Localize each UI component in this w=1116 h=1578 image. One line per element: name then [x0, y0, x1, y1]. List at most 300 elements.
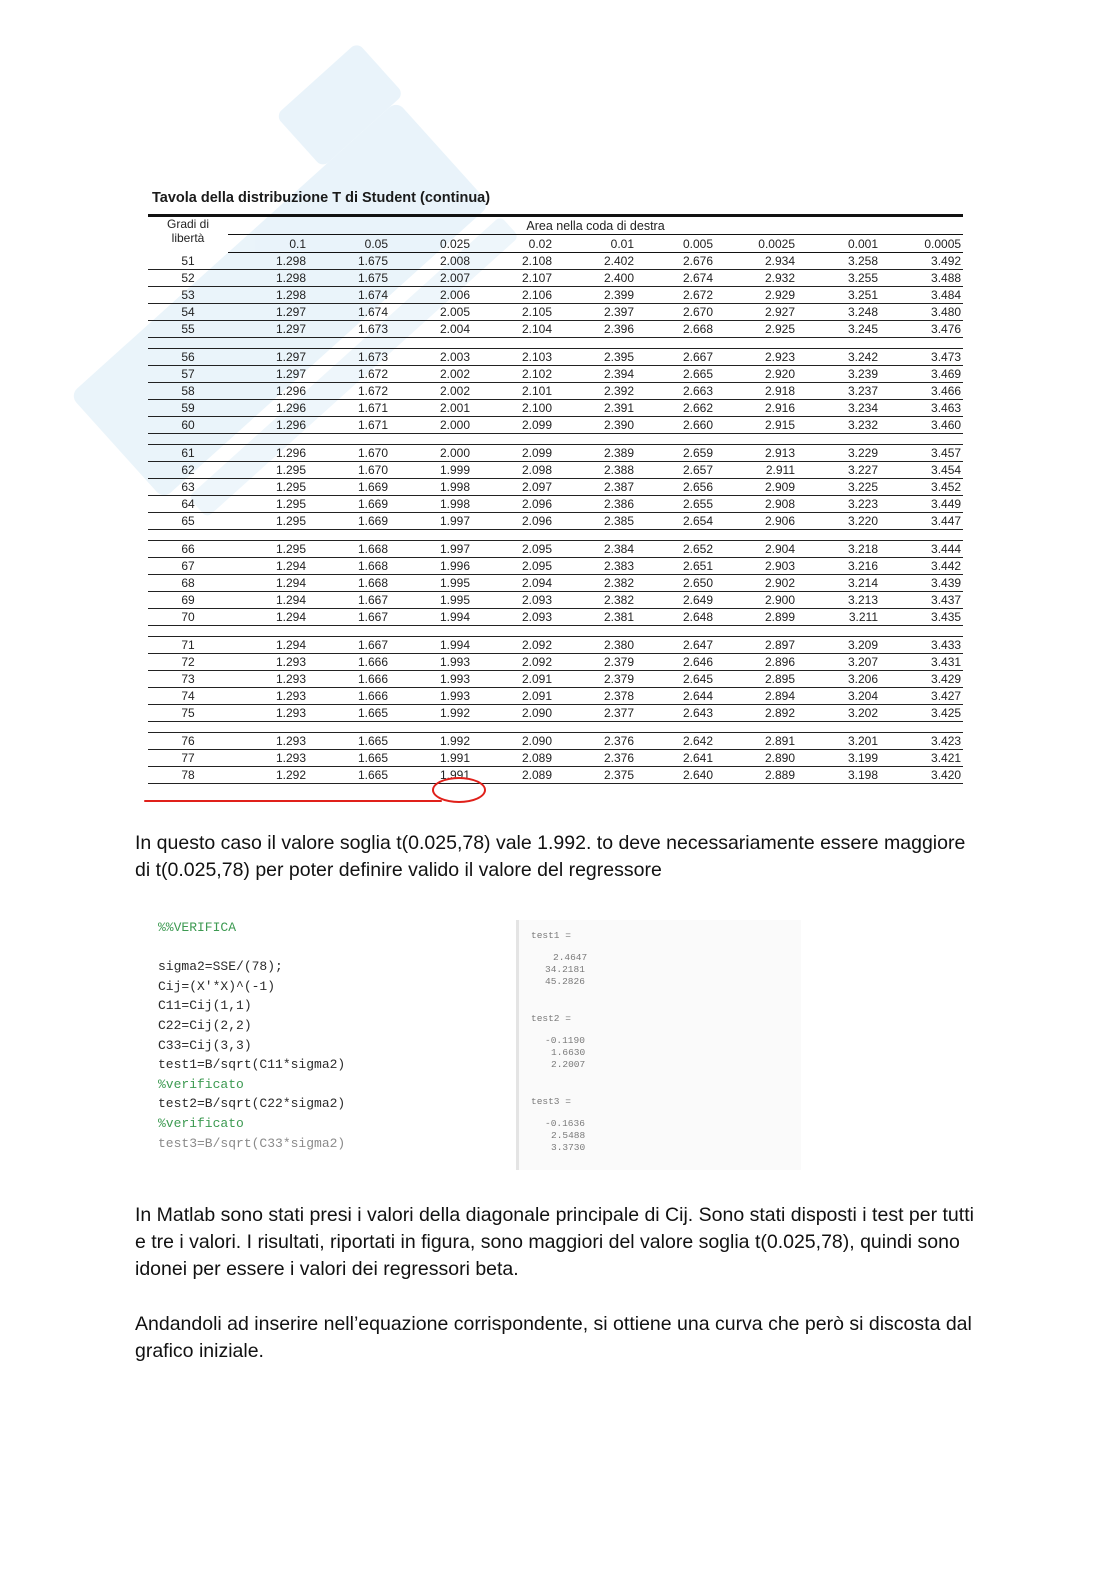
critical-value-cell: 1.296: [228, 417, 308, 434]
critical-value-cell: 3.255: [797, 270, 880, 287]
critical-value-cell: 1.295: [228, 462, 308, 479]
dof-cell: 75: [148, 705, 228, 722]
dof-cell: 61: [148, 445, 228, 462]
matlab-output-panel: [516, 920, 801, 1170]
critical-value-cell: 1.671: [308, 400, 390, 417]
dof-cell: 72: [148, 654, 228, 671]
table-row: [148, 287, 963, 304]
critical-value-cell: 1.993: [390, 654, 472, 671]
code-line: %verificato: [158, 1115, 244, 1131]
dof-cell: 77: [148, 750, 228, 767]
critical-value-cell: 3.223: [797, 496, 880, 513]
critical-value-cell: 2.099: [472, 445, 554, 462]
critical-value-cell: 2.400: [554, 270, 636, 287]
dof-cell: 69: [148, 592, 228, 609]
table-row: [148, 496, 963, 513]
critical-value-cell: 3.209: [797, 637, 880, 654]
critical-value-cell: 2.889: [715, 767, 797, 784]
critical-value-cell: 3.207: [797, 654, 880, 671]
critical-value-cell: 2.386: [554, 496, 636, 513]
critical-value-cell: 1.993: [390, 671, 472, 688]
critical-value-cell: 3.220: [797, 513, 880, 530]
critical-value-cell: 1.666: [308, 671, 390, 688]
critical-value-cell: 1.298: [228, 287, 308, 304]
code-line: C11=Cij(1,1): [158, 998, 252, 1014]
critical-value-cell: 2.101: [472, 383, 554, 400]
table-row: [148, 558, 963, 575]
table-row: [148, 750, 963, 767]
critical-value-cell: 3.447: [880, 513, 963, 530]
table-row: [148, 733, 963, 750]
output-value: 45.2826: [545, 976, 585, 987]
output-value: 2.2007: [551, 1059, 586, 1070]
paragraph-threshold: In questo caso il valore soglia t(0.025,78) vale 1.992. to deve necessariamente essere maggiore di t(0.025,78) per poter definire valido il valore del regressore: [135, 832, 966, 881]
table-row: [148, 637, 963, 654]
critical-value-cell: 2.093: [472, 592, 554, 609]
critical-value-cell: 2.913: [715, 445, 797, 462]
critical-value-cell: 3.473: [880, 349, 963, 366]
tail-area-header: 0.005: [636, 235, 715, 253]
table-row: [148, 270, 963, 287]
critical-value-cell: 2.002: [390, 383, 472, 400]
output-test3-label: test3 =: [531, 1096, 571, 1107]
table-row: [148, 462, 963, 479]
critical-value-cell: 3.201: [797, 733, 880, 750]
dof-cell: 63: [148, 479, 228, 496]
dof-cell: 58: [148, 383, 228, 400]
critical-value-cell: 2.899: [715, 609, 797, 626]
critical-value-cell: 2.097: [472, 479, 554, 496]
critical-value-cell: 1.293: [228, 705, 308, 722]
critical-value-cell: 1.669: [308, 513, 390, 530]
code-line: %%VERIFICA: [158, 920, 237, 935]
critical-value-cell: 3.237: [797, 383, 880, 400]
critical-value-cell: 2.379: [554, 654, 636, 671]
critical-value-cell: 1.295: [228, 496, 308, 513]
critical-value-cell: 1.665: [308, 767, 390, 784]
critical-value-cell: 2.902: [715, 575, 797, 592]
critical-value-cell: 1.293: [228, 750, 308, 767]
critical-value-cell: 1.293: [228, 733, 308, 750]
critical-value-cell: 2.093: [472, 609, 554, 626]
group-separator: [148, 626, 963, 637]
critical-value-cell: 1.995: [390, 575, 472, 592]
critical-value-cell: 3.492: [880, 253, 963, 270]
critical-value-cell: 3.245: [797, 321, 880, 338]
dof-cell: 76: [148, 733, 228, 750]
table-row: [148, 688, 963, 705]
critical-value-cell: 2.392: [554, 383, 636, 400]
table-row: [148, 671, 963, 688]
critical-value-cell: 2.376: [554, 733, 636, 750]
dof-cell: 54: [148, 304, 228, 321]
critical-value-cell: 1.666: [308, 654, 390, 671]
critical-value-cell: 2.908: [715, 496, 797, 513]
critical-value-cell: 3.484: [880, 287, 963, 304]
critical-value-cell: 2.674: [636, 270, 715, 287]
table-row: [148, 321, 963, 338]
critical-value-cell: 1.296: [228, 383, 308, 400]
tail-area-header: 0.025: [390, 235, 472, 253]
critical-value-cell: 2.640: [636, 767, 715, 784]
tail-area-header: 0.001: [797, 235, 880, 253]
critical-value-cell: 2.096: [472, 496, 554, 513]
critical-value-cell: 2.103: [472, 349, 554, 366]
critical-value-cell: 2.003: [390, 349, 472, 366]
critical-value-cell: 1.294: [228, 575, 308, 592]
dof-header-line1: Gradi di: [166, 217, 210, 231]
critical-value-cell: 2.934: [715, 253, 797, 270]
table-row: [148, 417, 963, 434]
critical-value-cell: 3.248: [797, 304, 880, 321]
table-row: [148, 654, 963, 671]
critical-value-cell: 3.469: [880, 366, 963, 383]
critical-value-cell: 3.480: [880, 304, 963, 321]
table-row: [148, 705, 963, 722]
critical-value-cell: 1.667: [308, 592, 390, 609]
tail-area-header: 0.01: [554, 235, 636, 253]
critical-value-cell: 2.390: [554, 417, 636, 434]
critical-value-cell: 2.645: [636, 671, 715, 688]
critical-value-cell: 1.294: [228, 637, 308, 654]
dof-cell: 64: [148, 496, 228, 513]
critical-value-cell: 2.395: [554, 349, 636, 366]
critical-value-cell: 2.378: [554, 688, 636, 705]
critical-value-cell: 3.198: [797, 767, 880, 784]
critical-value-cell: 2.652: [636, 541, 715, 558]
critical-value-cell: 2.660: [636, 417, 715, 434]
critical-value-cell: 2.891: [715, 733, 797, 750]
table-row: [148, 575, 963, 592]
critical-value-cell: 3.442: [880, 558, 963, 575]
critical-value-cell: 1.665: [308, 705, 390, 722]
critical-value-cell: 2.377: [554, 705, 636, 722]
critical-value-cell: 3.466: [880, 383, 963, 400]
critical-value-cell: 1.995: [390, 592, 472, 609]
critical-value-cell: 2.099: [472, 417, 554, 434]
critical-value-cell: 2.096: [472, 513, 554, 530]
separator-cell: [148, 338, 963, 349]
critical-value-cell: 1.294: [228, 592, 308, 609]
critical-value-cell: 1.298: [228, 253, 308, 270]
critical-value-cell: 2.915: [715, 417, 797, 434]
critical-value-cell: 2.918: [715, 383, 797, 400]
critical-value-cell: 1.296: [228, 400, 308, 417]
critical-value-cell: 1.668: [308, 541, 390, 558]
matlab-code-panel: [158, 918, 498, 1168]
critical-value-cell: 3.227: [797, 462, 880, 479]
critical-value-cell: 2.380: [554, 637, 636, 654]
critical-value-cell: 3.429: [880, 671, 963, 688]
critical-value-cell: 1.672: [308, 383, 390, 400]
critical-value-cell: 1.669: [308, 479, 390, 496]
table-row: [148, 592, 963, 609]
critical-value-cell: 2.094: [472, 575, 554, 592]
critical-value-cell: 2.659: [636, 445, 715, 462]
critical-value-cell: 1.666: [308, 688, 390, 705]
critical-value-cell: 2.662: [636, 400, 715, 417]
code-line: C22=Cij(2,2): [158, 1017, 252, 1033]
code-line: C33=Cij(3,3): [158, 1037, 252, 1053]
critical-value-cell: 2.897: [715, 637, 797, 654]
critical-value-cell: 2.106: [472, 287, 554, 304]
dof-cell: 52: [148, 270, 228, 287]
critical-value-cell: 3.437: [880, 592, 963, 609]
critical-value-cell: 2.651: [636, 558, 715, 575]
critical-value-cell: 2.108: [472, 253, 554, 270]
critical-value-cell: 2.092: [472, 637, 554, 654]
dof-cell: 78: [148, 767, 228, 784]
critical-value-cell: 3.488: [880, 270, 963, 287]
tail-area-header: 0.0025: [715, 235, 797, 253]
critical-value-cell: 3.218: [797, 541, 880, 558]
critical-value-cell: 2.920: [715, 366, 797, 383]
group-separator: [148, 434, 963, 445]
critical-value-cell: 2.665: [636, 366, 715, 383]
paragraph-matlab: In Matlab sono stati presi i valori della diagonale principale di Cij. Sono stati disposti i test per tutti e tre i valori. I risultati, riportati in figura, sono maggiori del valore soglia t(0.025,78), quindi sono idonei per essere i valori dei regressori beta.: [135, 1204, 974, 1280]
dof-cell: 53: [148, 287, 228, 304]
dof-cell: 62: [148, 462, 228, 479]
table-row: [148, 253, 963, 270]
dof-cell: 65: [148, 513, 228, 530]
dof-cell: 73: [148, 671, 228, 688]
critical-value-cell: 2.641: [636, 750, 715, 767]
critical-value-cell: 1.996: [390, 558, 472, 575]
group-separator: [148, 530, 963, 541]
critical-value-cell: 2.381: [554, 609, 636, 626]
critical-value-cell: 3.213: [797, 592, 880, 609]
critical-value-cell: 3.202: [797, 705, 880, 722]
dof-cell: 66: [148, 541, 228, 558]
dof-cell: 55: [148, 321, 228, 338]
critical-value-cell: 2.909: [715, 479, 797, 496]
critical-value-cell: 2.904: [715, 541, 797, 558]
critical-value-cell: 1.673: [308, 321, 390, 338]
critical-value-cell: 2.929: [715, 287, 797, 304]
critical-value-cell: 1.294: [228, 609, 308, 626]
critical-value-cell: 3.452: [880, 479, 963, 496]
critical-value-cell: 3.229: [797, 445, 880, 462]
critical-value-cell: 2.655: [636, 496, 715, 513]
critical-value-cell: 3.199: [797, 750, 880, 767]
table-row: [148, 767, 963, 784]
t-distribution-table-block: [148, 190, 963, 784]
critical-value-cell: 2.091: [472, 688, 554, 705]
critical-value-cell: 2.663: [636, 383, 715, 400]
critical-value-cell: 2.382: [554, 575, 636, 592]
critical-value-cell: 1.668: [308, 575, 390, 592]
critical-value-cell: 1.665: [308, 750, 390, 767]
critical-value-cell: 2.676: [636, 253, 715, 270]
critical-value-cell: 2.376: [554, 750, 636, 767]
critical-value-cell: 2.925: [715, 321, 797, 338]
critical-value-cell: 1.991: [390, 750, 472, 767]
table-row: [148, 513, 963, 530]
critical-value-cell: 1.999: [390, 462, 472, 479]
critical-value-cell: 1.667: [308, 609, 390, 626]
table-row: [148, 479, 963, 496]
critical-value-cell: 2.095: [472, 558, 554, 575]
code-line: [158, 938, 498, 958]
table-row: [148, 609, 963, 626]
dof-cell: 71: [148, 637, 228, 654]
output-value: 2.4647: [553, 952, 588, 963]
critical-value-cell: 2.911: [715, 462, 797, 479]
critical-value-cell: 3.476: [880, 321, 963, 338]
critical-value-cell: 2.667: [636, 349, 715, 366]
table-row: [148, 541, 963, 558]
dof-cell: 74: [148, 688, 228, 705]
critical-value-cell: 2.387: [554, 479, 636, 496]
critical-value-cell: 2.008: [390, 253, 472, 270]
critical-value-cell: 3.433: [880, 637, 963, 654]
critical-value-cell: 2.650: [636, 575, 715, 592]
critical-value-cell: 2.095: [472, 541, 554, 558]
critical-value-cell: 3.460: [880, 417, 963, 434]
critical-value-cell: 2.385: [554, 513, 636, 530]
table-row: [148, 400, 963, 417]
table-row: [148, 383, 963, 400]
critical-value-cell: 2.643: [636, 705, 715, 722]
critical-value-cell: 2.896: [715, 654, 797, 671]
critical-value-cell: 2.642: [636, 733, 715, 750]
table-row: [148, 349, 963, 366]
critical-value-cell: 1.670: [308, 445, 390, 462]
critical-value-cell: 2.672: [636, 287, 715, 304]
critical-value-cell: 1.998: [390, 479, 472, 496]
critical-value-cell: 2.089: [472, 750, 554, 767]
critical-value-cell: 1.665: [308, 733, 390, 750]
critical-value-cell: 2.649: [636, 592, 715, 609]
critical-value-cell: 1.670: [308, 462, 390, 479]
output-value: -0.1190: [545, 1035, 585, 1046]
critical-value-cell: 2.375: [554, 767, 636, 784]
critical-value-cell: 1.295: [228, 513, 308, 530]
area-header: Area nella coda di destra: [228, 216, 963, 235]
tail-area-header: 0.02: [472, 235, 554, 253]
critical-value-cell: 1.997: [390, 541, 472, 558]
output-test3: [531, 1096, 586, 1153]
critical-value-cell: 1.669: [308, 496, 390, 513]
critical-value-cell: 3.204: [797, 688, 880, 705]
critical-value-cell: 3.463: [880, 400, 963, 417]
critical-value-cell: 1.675: [308, 253, 390, 270]
critical-value-cell: 2.647: [636, 637, 715, 654]
code-line: sigma2=SSE/(78);: [158, 959, 283, 975]
critical-value-cell: 2.927: [715, 304, 797, 321]
critical-value-cell: 3.234: [797, 400, 880, 417]
paragraph-conclusion: Andandoli ad inserire nell’equazione corrispondente, si ottiene una curva che però si discosta dal grafico iniziale.: [135, 1313, 972, 1362]
critical-value-cell: 2.648: [636, 609, 715, 626]
critical-value-cell: 1.994: [390, 637, 472, 654]
critical-value-cell: 2.104: [472, 321, 554, 338]
dof-header: [148, 216, 228, 253]
critical-value-cell: 2.002: [390, 366, 472, 383]
critical-value-cell: 2.382: [554, 592, 636, 609]
group-separator: [148, 338, 963, 349]
critical-value-cell: 2.396: [554, 321, 636, 338]
critical-value-cell: 2.646: [636, 654, 715, 671]
critical-value-cell: 2.399: [554, 287, 636, 304]
table-row: [148, 304, 963, 321]
group-separator: [148, 722, 963, 733]
critical-value-cell: 3.216: [797, 558, 880, 575]
critical-value-cell: 1.673: [308, 349, 390, 366]
critical-value-cell: 2.394: [554, 366, 636, 383]
critical-value-cell: 1.668: [308, 558, 390, 575]
critical-value-cell: 1.297: [228, 304, 308, 321]
critical-value-cell: 2.389: [554, 445, 636, 462]
dof-cell: 70: [148, 609, 228, 626]
critical-value-cell: 2.900: [715, 592, 797, 609]
critical-value-cell: 1.992: [390, 733, 472, 750]
output-value: 2.5488: [551, 1130, 586, 1141]
dof-cell: 59: [148, 400, 228, 417]
critical-value-cell: 1.297: [228, 349, 308, 366]
critical-value-cell: 1.675: [308, 270, 390, 287]
table-body: [148, 253, 963, 784]
output-value: -0.1636: [545, 1118, 585, 1129]
critical-value-cell: 1.671: [308, 417, 390, 434]
critical-value-cell: 1.994: [390, 609, 472, 626]
tail-area-header: 0.1: [228, 235, 308, 253]
critical-value-cell: 2.001: [390, 400, 472, 417]
critical-value-cell: 2.092: [472, 654, 554, 671]
critical-value-cell: 2.644: [636, 688, 715, 705]
critical-value-cell: 1.991: [390, 767, 472, 784]
output-test2-label: test2 =: [531, 1013, 571, 1024]
level-header-row: [148, 235, 963, 253]
critical-value-cell: 2.004: [390, 321, 472, 338]
code-line: test3=B/sqrt(C33*sigma2): [158, 1135, 346, 1151]
critical-value-cell: 1.674: [308, 287, 390, 304]
critical-value-cell: 2.903: [715, 558, 797, 575]
critical-value-cell: 2.923: [715, 349, 797, 366]
code-line: test1=B/sqrt(C11*sigma2): [158, 1057, 346, 1073]
separator-cell: [148, 626, 963, 637]
critical-value-cell: 1.992: [390, 705, 472, 722]
critical-value-cell: 1.998: [390, 496, 472, 513]
critical-value-cell: 3.435: [880, 609, 963, 626]
critical-value-cell: 1.296: [228, 445, 308, 462]
critical-value-cell: 1.297: [228, 321, 308, 338]
dof-cell: 67: [148, 558, 228, 575]
critical-value-cell: 1.298: [228, 270, 308, 287]
dof-header-line2: libertà: [171, 231, 205, 245]
critical-value-cell: 2.007: [390, 270, 472, 287]
critical-value-cell: 2.383: [554, 558, 636, 575]
critical-value-cell: 3.420: [880, 767, 963, 784]
output-value: 34.2181: [545, 964, 585, 975]
critical-value-cell: 1.295: [228, 479, 308, 496]
critical-value-cell: 2.892: [715, 705, 797, 722]
critical-value-cell: 1.295: [228, 541, 308, 558]
code-line: test2=B/sqrt(C22*sigma2): [158, 1096, 346, 1112]
critical-value-cell: 2.654: [636, 513, 715, 530]
tail-area-header: 0.0005: [880, 235, 963, 253]
table-row: [148, 445, 963, 462]
critical-value-cell: 2.657: [636, 462, 715, 479]
separator-cell: [148, 434, 963, 445]
code-line: %verificato: [158, 1076, 244, 1092]
critical-value-cell: 2.379: [554, 671, 636, 688]
critical-value-cell: 1.997: [390, 513, 472, 530]
critical-value-cell: 2.107: [472, 270, 554, 287]
critical-value-cell: 2.100: [472, 400, 554, 417]
critical-value-cell: 2.906: [715, 513, 797, 530]
tail-area-header: 0.05: [308, 235, 390, 253]
dof-cell: 60: [148, 417, 228, 434]
